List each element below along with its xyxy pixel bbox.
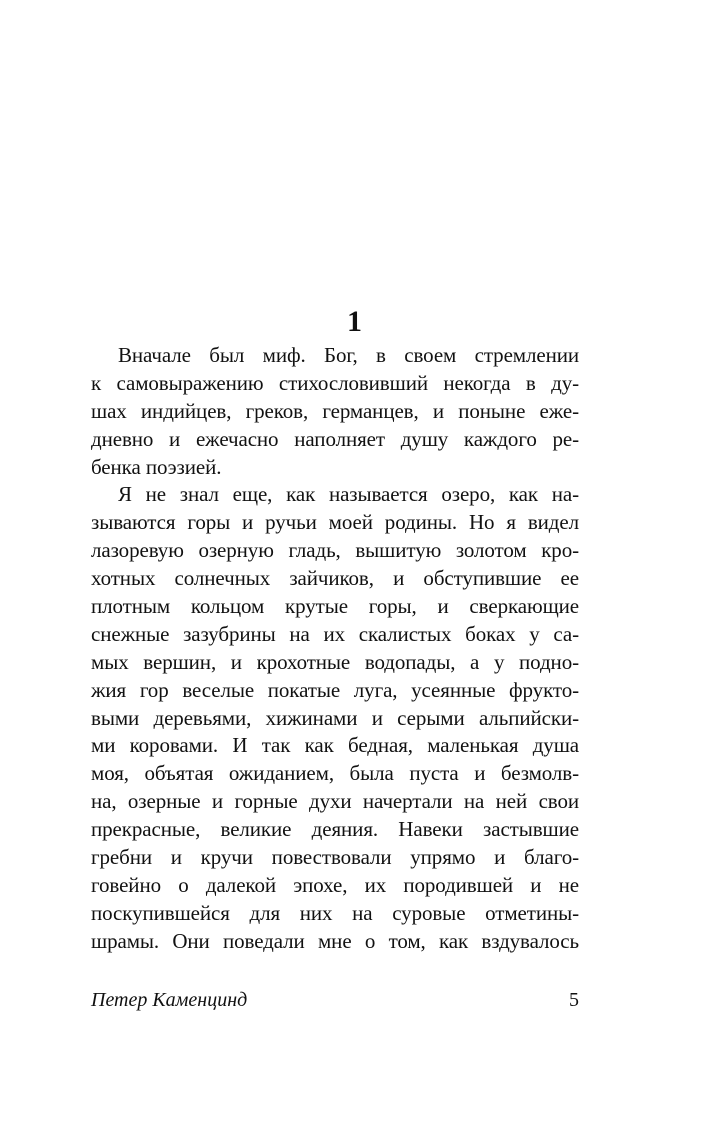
text-line: Я не знал еще, как называется озеро, как на-	[118, 482, 579, 507]
text-line: хотных солнечных зайчиков, и обступившие ее	[91, 566, 579, 591]
body-text	[91, 342, 579, 956]
text-line: ми коровами. И так как бедная, маленькая душа	[91, 733, 579, 758]
chapter-number: 1	[347, 305, 362, 338]
page-footer	[91, 985, 579, 1015]
text-line: бенка поэзией.	[91, 454, 222, 479]
page-number: 5	[569, 989, 579, 1011]
running-title: Петер Каменцинд	[91, 989, 248, 1011]
text-line: плотным кольцом крутые горы, и сверкающие	[91, 594, 579, 619]
text-line: гребни и кручи повествовали упрямо и благо-	[91, 845, 579, 870]
text-line: мых вершин, и крохотные водопады, а у подно-	[91, 649, 579, 674]
text-line: зываются горы и ручьи моей родины. Но я видел	[91, 510, 579, 535]
text-line: дневно и ежечасно наполняет душу каждого ре-	[91, 426, 579, 451]
text-line: моя, объятая ожиданием, была пуста и безмолв-	[91, 761, 579, 786]
text-line: прекрасные, великие деяния. Навеки застывшие	[91, 817, 579, 842]
text-line: лазоревую озерную гладь, вышитую золотом кро-	[91, 538, 579, 563]
text-line: шрамы. Они поведали мне о том, как вздувалось	[91, 928, 579, 953]
text-line: поскупившейся для них на суровые отметины-	[91, 900, 579, 925]
text-line: говейно о далекой эпохе, их породившей и не	[91, 872, 579, 897]
text-line: к самовыражению стихословивший некогда в ду-	[91, 370, 579, 395]
text-line: выми деревьями, хижинами и серыми альпийски-	[91, 705, 579, 730]
text-line: Вначале был миф. Бог, в своем стремлении	[118, 343, 579, 367]
text-line: жия гор веселые покатые луга, усеянные фрукто-	[91, 677, 579, 702]
text-line: снежные зазубрины на их скалистых боках у са-	[91, 621, 579, 646]
text-line: шах индийцев, греков, германцев, и поныне еже-	[91, 398, 579, 423]
text-line: на, озерные и горные духи начертали на ней свои	[91, 789, 579, 814]
paragraph-2	[91, 481, 579, 955]
paragraph-1	[91, 342, 579, 481]
